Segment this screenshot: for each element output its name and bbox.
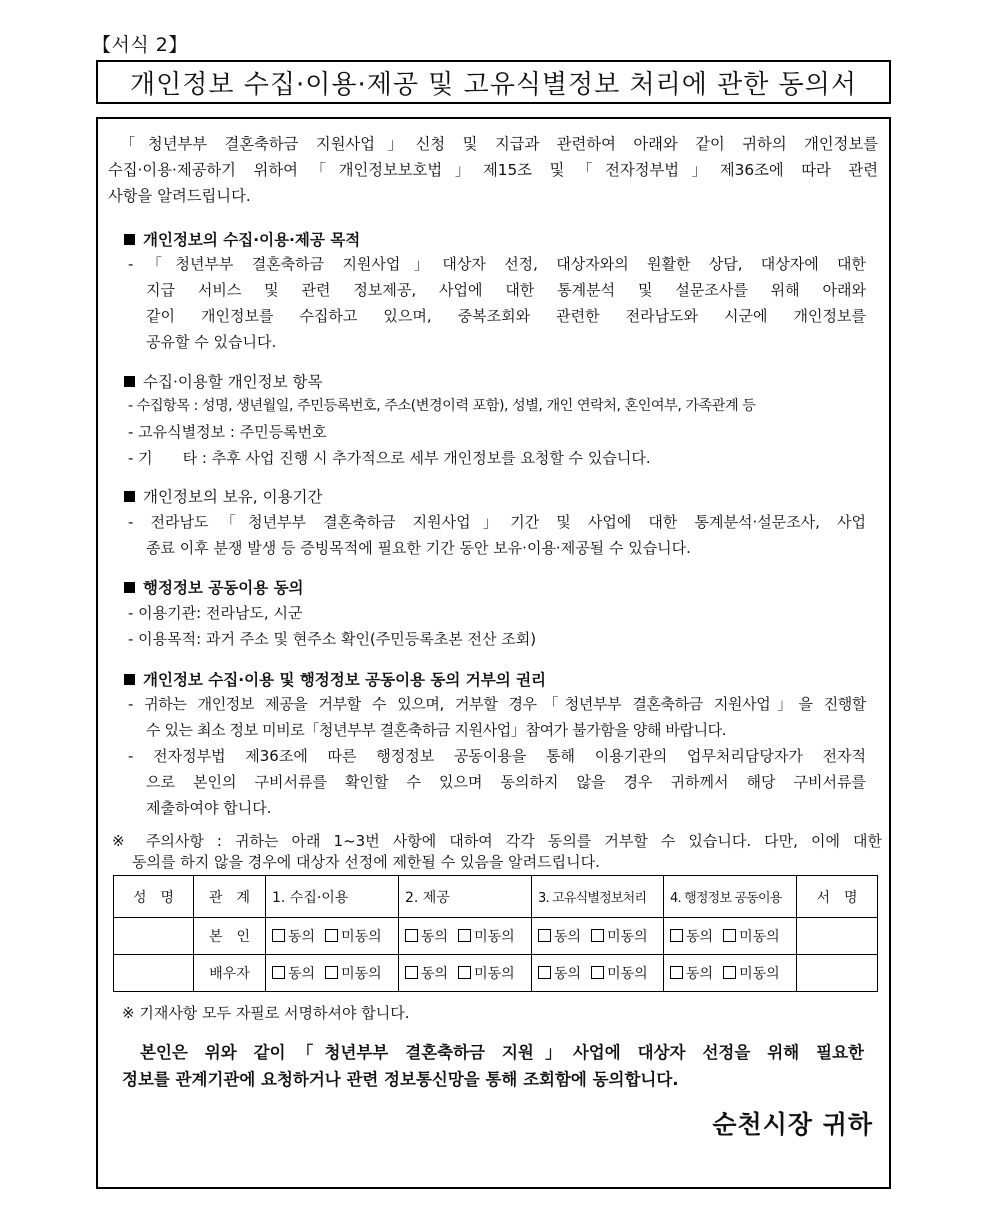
unique-id-options xyxy=(532,918,664,955)
section-items-unique-id: - 고유식별정보 : 주민등록번호 xyxy=(128,423,327,441)
disagree-checkbox[interactable]: 미동의 xyxy=(591,929,648,945)
section-heading-refusal-rights: 개인정보 수집·이용 및 행정정보 공동이용 동의 거부의 권리 xyxy=(124,668,546,690)
checkbox-icon xyxy=(405,929,418,942)
checkbox-icon xyxy=(670,966,683,979)
header-relation: 관 계 xyxy=(194,876,266,918)
disagree-checkbox[interactable]: 미동의 xyxy=(723,929,780,945)
checkbox-icon xyxy=(458,929,471,942)
closing-statement: 본인은 위와 같이「청년부부 결혼축하금 지원」사업에 대상자 선정을 위해 필요한 정보를 관계기관에 요청하거나 관련 정보통신망을 통해 조회함에 동의합니다. xyxy=(122,1043,864,1089)
signature-note: ※ 기재사항 모두 자필로 서명하셔야 합니다. xyxy=(122,1004,410,1022)
name-cell[interactable] xyxy=(114,918,194,955)
disagree-checkbox[interactable]: 미동의 xyxy=(723,966,780,982)
name-cell[interactable] xyxy=(114,955,194,992)
unique-id-options xyxy=(532,955,664,992)
disagree-checkbox[interactable]: 미동의 xyxy=(458,929,515,945)
section-heading-items: 수집·이용할 개인정보 항목 xyxy=(124,370,323,392)
agree-checkbox[interactable]: 동의 xyxy=(670,966,713,982)
agree-checkbox[interactable]: 동의 xyxy=(405,929,448,945)
intro-line: 사항을 알려드립니다. xyxy=(108,187,251,205)
section-shared-agency: - 이용기관: 전라남도, 시군 xyxy=(128,604,303,622)
checkbox-icon xyxy=(538,929,551,942)
provide-options xyxy=(399,918,532,955)
checkbox-icon xyxy=(723,966,736,979)
signature-cell[interactable] xyxy=(797,918,878,955)
section-items-etc: - 기 타 : 추후 사업 진행 시 추가적으로 세부 개인정보를 요청할 수 있습니다. xyxy=(128,449,651,467)
square-bullet-icon xyxy=(124,491,135,502)
collect-use-options xyxy=(266,955,399,992)
agree-checkbox[interactable]: 동의 xyxy=(272,966,315,982)
intro-paragraph xyxy=(108,131,878,209)
section-refusal-item-2: - 전자정부법 제36조에 따른 행정정보 공동이용을 통해 이용기관의 업무처리담당자가 전자적 으로 본인의 구비서류를 확인할 수 있으며 동의하지 않을 경우 귀하께서 해당 구비서류를 제출하여야 합니다. xyxy=(128,747,866,817)
intro-line: 「청년부부 결혼축하금 지원사업」신청 및 지급과 관련하여 아래와 같이 귀하의 개인정보를 xyxy=(120,135,878,153)
checkbox-icon xyxy=(723,929,736,942)
header-collect-use: 1. 수집·이용 xyxy=(266,876,399,918)
relation-cell: 본 인 xyxy=(194,918,266,955)
checkbox-icon xyxy=(325,966,338,979)
square-bullet-icon xyxy=(124,376,135,387)
disagree-checkbox[interactable]: 미동의 xyxy=(325,966,382,982)
shared-use-options xyxy=(664,955,797,992)
title-box xyxy=(96,60,891,104)
checkbox-icon xyxy=(458,966,471,979)
square-bullet-icon xyxy=(124,234,135,245)
table-row-spouse xyxy=(114,955,878,992)
addressee: 순천시장 귀하 xyxy=(712,1110,873,1139)
section-items-collect: - 수집항목 : 성명, 생년월일, 주민등록번호, 주소(변경이력 포함), 성별, 개인 연락처, 혼인여부, 가족관계 등 xyxy=(128,398,756,414)
square-bullet-icon xyxy=(124,582,135,593)
section-shared-purpose: - 이용목적: 과거 주소 및 현주소 확인(주민등록초본 전산 조회) xyxy=(128,630,537,648)
checkbox-icon xyxy=(538,966,551,979)
agree-checkbox[interactable]: 동의 xyxy=(538,929,581,945)
header-unique-id: 3. 고유식별정보처리 xyxy=(532,876,664,918)
checkbox-icon xyxy=(272,929,285,942)
header-name: 성 명 xyxy=(114,876,194,918)
disagree-checkbox[interactable]: 미동의 xyxy=(591,966,648,982)
header-provide: 2. 제공 xyxy=(399,876,532,918)
intro-line: 수집·이용·제공하기 위하여「개인정보보호법」제15조 및「전자정부법」제36조에 따라 관련 xyxy=(108,161,878,179)
form-label: 【서식 2】 xyxy=(92,34,188,56)
checkbox-icon xyxy=(405,966,418,979)
caution-notice: ※ 주의사항 : 귀하는 아래 1~3번 사항에 대하여 각각 동의를 거부할 수 있습니다. 다만, 이에 대한 동의를 하지 않을 경우에 대상자 선정에 제한될 수 있음을 알려드립니다. xyxy=(112,832,882,871)
agree-checkbox[interactable]: 동의 xyxy=(670,929,713,945)
header-signature: 서 명 xyxy=(797,876,878,918)
checkbox-icon xyxy=(591,929,604,942)
table-header-row xyxy=(114,876,878,918)
section-heading-shared-use: 행정정보 공동이용 동의 xyxy=(124,576,304,598)
consent-table xyxy=(113,875,878,992)
checkbox-icon xyxy=(591,966,604,979)
shared-use-options xyxy=(664,918,797,955)
header-shared-use: 4. 행정정보 공동이용 xyxy=(664,876,797,918)
section-heading-retention: 개인정보의 보유, 이용기간 xyxy=(124,485,323,507)
relation-cell: 배우자 xyxy=(194,955,266,992)
provide-options xyxy=(399,955,532,992)
disagree-checkbox[interactable]: 미동의 xyxy=(325,929,382,945)
checkbox-icon xyxy=(670,929,683,942)
table-row-self xyxy=(114,918,878,955)
signature-cell[interactable] xyxy=(797,955,878,992)
checkbox-icon xyxy=(325,929,338,942)
square-bullet-icon xyxy=(124,674,135,685)
section-retention-item: - 전라남도「청년부부 결혼축하금 지원사업」기간 및 사업에 대한 통계분석·설문조사, 사업 종료 이후 분쟁 발생 등 증빙목적에 필요한 기간 동안 보유·이용·제공될 수 있습니다. xyxy=(128,513,866,557)
checkbox-icon xyxy=(272,966,285,979)
collect-use-options xyxy=(266,918,399,955)
document-title: 개인정보 수집·이용·제공 및 고유식별정보 처리에 관한 동의서 xyxy=(129,69,858,100)
section-refusal-item-1: - 귀하는 개인정보 제공을 거부할 수 있으며, 거부할 경우「청년부부 결혼축하금 지원사업」을 진행할 수 있는 최소 정보 미비로「청년부부 결혼축하금 지원사업」참여가 불가함을 양해 바랍니다. xyxy=(128,695,866,739)
consent-body xyxy=(96,117,891,1189)
agree-checkbox[interactable]: 동의 xyxy=(538,966,581,982)
agree-checkbox[interactable]: 동의 xyxy=(405,966,448,982)
disagree-checkbox[interactable]: 미동의 xyxy=(458,966,515,982)
section-purpose-item: -「청년부부 결혼축하금 지원사업」대상자 선정, 대상자와의 원활한 상담, 대상자에 대한 지급 서비스 및 관련 정보제공, 사업에 대한 통계분석 및 설문조사를 위해 아래와 같이 개인정보를 수집하고 있으며, 중복조회와 관련한 전라남도와 시군에 개인정보를 공유할 수 있습니다. xyxy=(128,255,866,351)
section-heading-purpose: 개인정보의 수집·이용·제공 목적 xyxy=(124,228,360,250)
agree-checkbox[interactable]: 동의 xyxy=(272,929,315,945)
